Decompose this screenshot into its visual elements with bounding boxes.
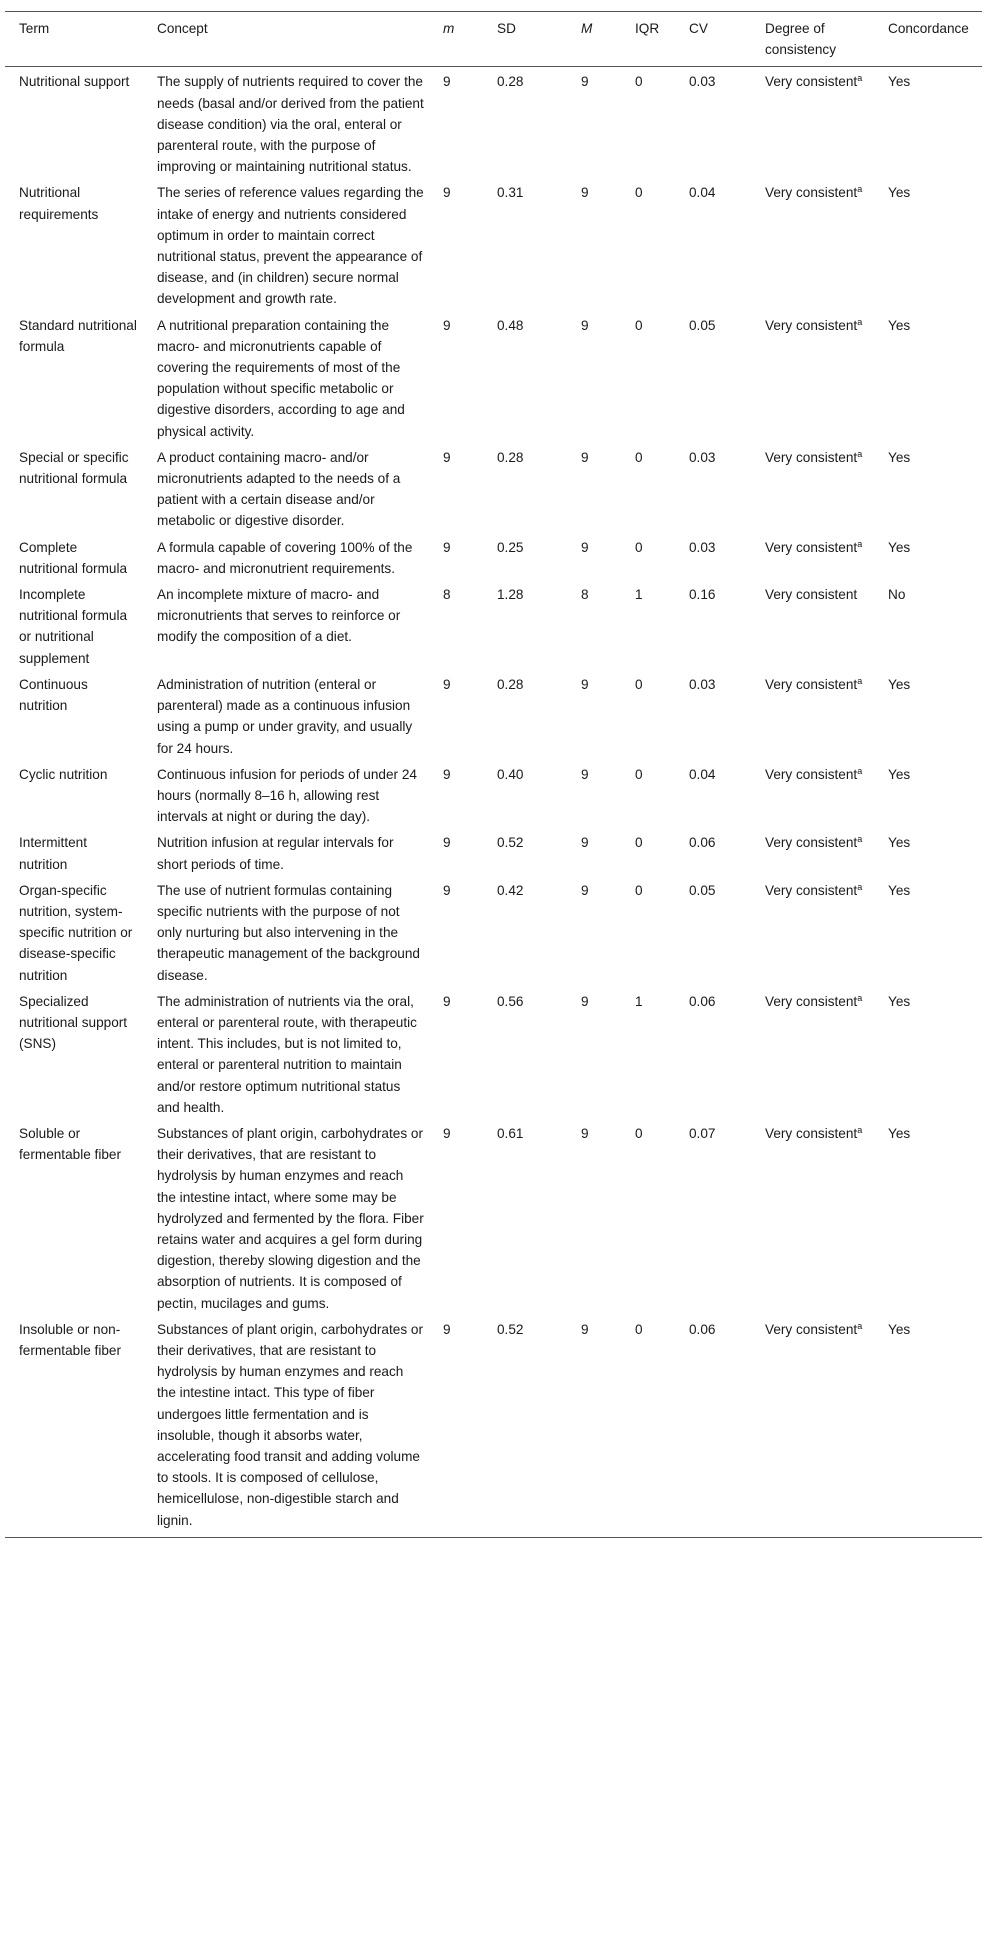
cell-concordance: Yes — [888, 835, 911, 851]
cell-median: 9 — [581, 317, 589, 333]
cell-term: Intermittent nutrition — [19, 835, 87, 872]
table-row — [5, 315, 982, 447]
cell-concept: Nutrition infusion at regular intervals for short periods of time. — [157, 835, 394, 872]
header-median: M — [567, 12, 621, 67]
table-body — [5, 67, 982, 1537]
cell-term: Special or specific nutritional formula — [19, 449, 129, 487]
footnote-marker: a — [857, 765, 863, 776]
cell-cv: 0.06 — [689, 993, 716, 1009]
cell-iqr: 0 — [635, 766, 643, 782]
table-row — [5, 182, 982, 314]
cell-mean: 9 — [443, 882, 451, 898]
degree-label: Very consistent — [765, 1125, 858, 1141]
cell-mean: 9 — [443, 766, 451, 782]
cell-sd: 0.28 — [497, 74, 524, 90]
header-concordance: Concordance — [874, 12, 982, 67]
degree-label: Very consistent — [765, 993, 858, 1009]
degree-label: Very consistent — [765, 185, 858, 201]
degree-label: Very consistent — [765, 1321, 858, 1337]
cell-median: 9 — [581, 1125, 589, 1141]
cell-degree — [751, 315, 874, 447]
cell-mean: 9 — [429, 1319, 483, 1538]
cell-term: Continuous nutrition — [19, 676, 88, 714]
cell-degree — [751, 674, 874, 764]
cell-term: Specialized nutritional support (SNS) — [19, 993, 128, 1052]
cell-term: Nutritional requirements — [19, 185, 99, 222]
table-row — [5, 584, 982, 674]
cell-cv: 0.03 — [689, 676, 716, 692]
cell-mean: 9 — [443, 1125, 451, 1141]
table-row — [5, 880, 982, 991]
cell-median: 9 — [581, 185, 589, 201]
header-cv: CV — [675, 12, 751, 67]
cell-concordance: No — [888, 587, 906, 603]
footnote-marker: a — [857, 184, 863, 195]
cell-concordance: Yes — [888, 317, 911, 333]
cell-concept: A nutritional preparation containing the macro- and micronutrients capable of covering the requirements of most of the population without specific metabolic or digestive disorders, according to age and physical activity. — [157, 317, 405, 439]
cell-sd: 0.48 — [497, 317, 524, 333]
cell-degree — [751, 1123, 874, 1319]
footnote-marker: a — [857, 834, 863, 845]
cell-mean: 9 — [443, 835, 451, 851]
cell-median: 9 — [581, 993, 589, 1009]
cell-term: Incomplete nutritional formula or nutritional supplement — [19, 587, 128, 666]
table-header — [5, 12, 982, 67]
table-row — [5, 67, 982, 183]
degree-label: Very consistent — [765, 587, 858, 603]
cell-cv: 0.04 — [689, 766, 716, 782]
table-row — [5, 1123, 982, 1319]
cell-degree — [751, 67, 874, 183]
degree-label: Very consistent — [765, 74, 858, 90]
consensus-table — [5, 11, 982, 1538]
cell-iqr: 1 — [635, 993, 643, 1009]
cell-sd: 1.28 — [497, 587, 524, 603]
cell-concept: Substances of plant origin, carbohydrates or their derivatives, that are resistant to hydrolysis by human enzymes and reach the intestine intact, where some may be hydrolyzed and fermented by the flora. Fiber retains water and acquires a gel form during digestion, thereby slowing digestion and the absorption of nutrients. It is composed of pectin, mucilages and gums. — [157, 1125, 424, 1311]
cell-concordance: Yes — [888, 676, 911, 692]
cell-iqr: 0 — [635, 835, 643, 851]
cell-median: 9 — [581, 766, 589, 782]
cell-mean: 9 — [443, 74, 451, 90]
table-row — [5, 832, 982, 879]
cell-iqr: 1 — [635, 587, 643, 603]
cell-iqr: 0 — [635, 317, 643, 333]
cell-median: 9 — [581, 74, 589, 90]
cell-concept: An incomplete mixture of macro- and micronutrients that serves to reinforce or modify the composition of a diet. — [157, 587, 401, 645]
cell-term: Cyclic nutrition — [19, 766, 108, 782]
cell-sd: 0.28 — [497, 449, 524, 465]
cell-cv: 0.03 — [689, 449, 716, 465]
cell-mean: 9 — [443, 676, 451, 692]
cell-median: 9 — [581, 676, 589, 692]
cell-concept: The series of reference values regarding the intake of energy and nutrients considered optimum in order to maintain correct nutritional status, prevent the appearance of disease, and (in children) secure normal development and growth rate. — [157, 185, 424, 307]
cell-mean: 9 — [443, 539, 451, 555]
cell-degree — [751, 832, 874, 879]
cell-concept: Substances of plant origin, carbohydrates or their derivatives, that are resistant to hydrolysis by human enzymes and reach the intestine intact. This type of fiber undergoes little fermentation and is insoluble, though it absorbs water, accelerating food transit and adding volume to stools. It is composed of cellulose, hemicellulose, non-digestible starch and lignin. — [143, 1319, 429, 1538]
cell-mean: 9 — [443, 185, 451, 201]
header-term: Term — [5, 12, 143, 67]
cell-degree — [751, 764, 874, 833]
footnote-marker: a — [857, 538, 863, 549]
cell-iqr: 0 — [635, 882, 643, 898]
cell-term: Standard nutritional formula — [19, 317, 137, 354]
cell-cv: 0.07 — [689, 1125, 716, 1141]
degree-label: Very consistent — [765, 676, 858, 692]
cell-degree — [751, 447, 874, 537]
cell-iqr: 0 — [635, 539, 643, 555]
cell-sd: 0.52 — [483, 1319, 567, 1538]
cell-concordance: Yes — [888, 766, 911, 782]
cell-mean: 9 — [443, 317, 451, 333]
header-concept: Concept — [143, 12, 429, 67]
footnote-marker: a — [857, 1320, 863, 1331]
footnote-marker: a — [857, 1124, 863, 1135]
header-iqr: IQR — [621, 12, 675, 67]
degree-label: Very consistent — [765, 449, 858, 465]
cell-cv: 0.06 — [675, 1319, 751, 1538]
cell-median: 8 — [581, 587, 589, 603]
cell-median: 9 — [581, 449, 589, 465]
cell-concordance: Yes — [888, 1125, 911, 1141]
footnote-marker: a — [857, 448, 863, 459]
cell-degree — [751, 991, 874, 1123]
degree-label: Very consistent — [765, 882, 858, 898]
footnote-marker: a — [857, 675, 863, 686]
table-row — [5, 674, 982, 764]
cell-concordance: Yes — [888, 539, 911, 555]
cell-degree — [751, 537, 874, 584]
cell-cv: 0.04 — [689, 185, 716, 201]
cell-concept: The use of nutrient formulas containing specific nutrients with the purpose of not only nurturing but also intervening in the therapeutic management of the background disease. — [157, 882, 420, 983]
footnote-marker: a — [857, 992, 863, 1003]
cell-degree — [751, 182, 874, 314]
cell-iqr: 0 — [635, 449, 643, 465]
cell-concordance: Yes — [888, 74, 911, 90]
cell-concordance: Yes — [888, 449, 911, 465]
cell-concept: Administration of nutrition (enteral or parenteral) made as a continuous infusion using a pump or under gravity, and usually for 24 hours. — [157, 676, 413, 756]
degree-label: Very consistent — [765, 835, 858, 851]
cell-cv: 0.06 — [689, 835, 716, 851]
table-row — [5, 537, 982, 584]
cell-iqr: 0 — [635, 1125, 643, 1141]
cell-sd: 0.40 — [497, 766, 524, 782]
footnote-marker: a — [857, 316, 863, 327]
cell-concordance: Yes — [874, 1319, 982, 1538]
cell-degree — [751, 584, 874, 674]
cell-iqr: 0 — [635, 74, 643, 90]
cell-degree — [751, 1319, 874, 1538]
cell-concept: A product containing macro- and/or micronutrients adapted to the needs of a patient with a certain disease and/or metabolic or digestive disorder. — [157, 449, 401, 529]
cell-iqr: 0 — [635, 185, 643, 201]
cell-mean: 9 — [443, 449, 451, 465]
cell-term: Nutritional support — [19, 74, 130, 90]
cell-concept: The administration of nutrients via the oral, enteral or parenteral route, with therapeutic intent. This includes, but is not limited to, enteral or parenteral nutrition to maintain and/or restore optimum nutritional status and health. — [157, 993, 417, 1115]
cell-degree — [751, 880, 874, 991]
cell-sd: 0.28 — [497, 676, 524, 692]
header-mean: m — [429, 12, 483, 67]
footnote-marker: a — [857, 73, 863, 84]
cell-cv: 0.05 — [689, 317, 716, 333]
cell-sd: 0.42 — [497, 882, 524, 898]
footnote-marker: a — [857, 881, 863, 892]
cell-term: Insoluble or non-fermentable fiber — [5, 1319, 143, 1538]
cell-median: 9 — [581, 539, 589, 555]
cell-iqr: 0 — [635, 676, 643, 692]
cell-sd: 0.56 — [497, 993, 524, 1009]
cell-median: 9 — [581, 835, 589, 851]
cell-sd: 0.52 — [497, 835, 524, 851]
cell-mean: 8 — [443, 587, 451, 603]
cell-sd: 0.25 — [497, 539, 524, 555]
table-row — [5, 1319, 982, 1538]
cell-term: Complete nutritional formula — [19, 539, 128, 576]
table-row — [5, 991, 982, 1123]
cell-cv: 0.03 — [689, 74, 716, 90]
cell-concept: The supply of nutrients required to cover the needs (basal and/or derived from the patient disease condition) via the oral, enteral or parenteral route, with the purpose of improving or maintaining nutritional status. — [157, 74, 424, 175]
cell-median: 9 — [581, 882, 589, 898]
cell-concept: A formula capable of covering 100% of the macro- and micronutrient requirements. — [157, 539, 413, 576]
cell-concordance: Yes — [888, 882, 911, 898]
degree-label: Very consistent — [765, 317, 858, 333]
cell-sd: 0.31 — [497, 185, 524, 201]
cell-cv: 0.05 — [689, 882, 716, 898]
degree-label: Very consistent — [765, 539, 858, 555]
cell-concept: Continuous infusion for periods of under 24 hours (normally 8–16 h, allowing rest intervals at night or during the day). — [157, 766, 417, 825]
cell-term: Soluble or fermentable fiber — [19, 1125, 122, 1163]
cell-median: 9 — [567, 1319, 621, 1538]
cell-mean: 9 — [443, 993, 451, 1009]
cell-term: Organ-specific nutrition, system-specific nutrition or disease-specific nutrition — [19, 882, 133, 983]
cell-concordance: Yes — [888, 993, 911, 1009]
table-row — [5, 447, 982, 537]
cell-cv: 0.16 — [689, 587, 716, 603]
cell-cv: 0.03 — [689, 539, 716, 555]
header-degree: Degree of consistency — [751, 12, 874, 67]
cell-concordance: Yes — [888, 185, 911, 201]
header-sd: SD — [483, 12, 567, 67]
cell-iqr: 0 — [621, 1319, 675, 1538]
header-row — [5, 12, 982, 67]
consensus-table-container — [5, 11, 982, 1538]
cell-sd: 0.61 — [497, 1125, 524, 1141]
degree-label: Very consistent — [765, 766, 858, 782]
table-row — [5, 764, 982, 833]
